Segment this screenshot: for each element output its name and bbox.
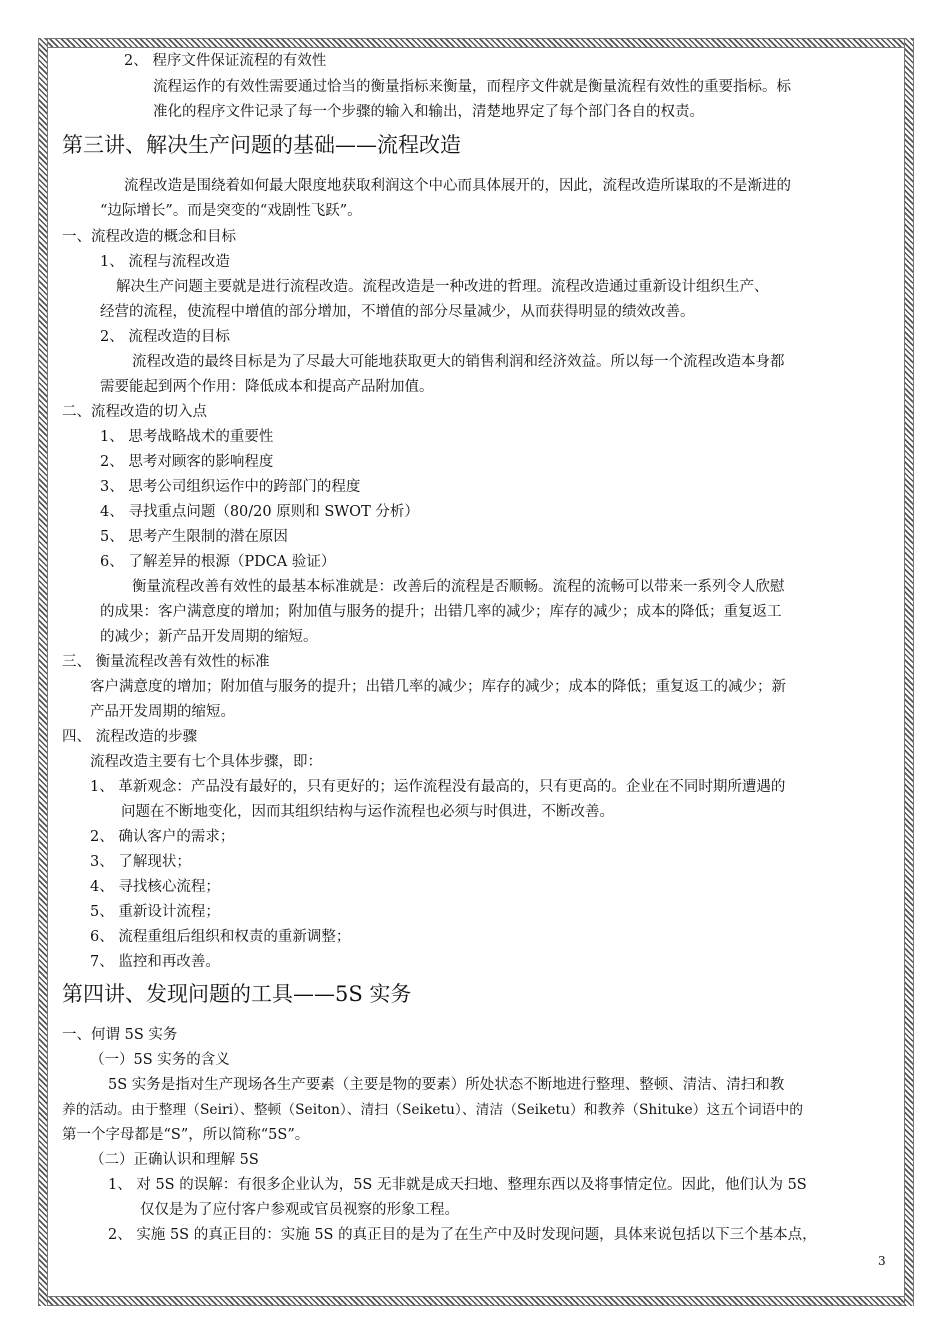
- paragraph-line: 衡量流程改善有效性的最基本标准就是：改善后的流程是否顺畅。流程的流畅可以带来一系列令人欣慰: [132, 579, 785, 595]
- paragraph-line: 流程运作的有效性需要通过恰当的衡量指标来衡量，而程序文件就是衡量流程有效性的重要指标。标: [153, 79, 791, 95]
- section-heading: 一、何谓 5S 实务: [62, 1027, 178, 1043]
- list-item: 2、 确认客户的需求；: [90, 829, 235, 845]
- paragraph-line: 第一个字母都是“S”，所以简称“5S”。: [62, 1127, 310, 1143]
- list-item: 6、 流程重组后组织和权责的重新调整；: [90, 929, 351, 945]
- paragraph-line: 准化的程序文件记录了每一个步骤的输入和输出，清楚地界定了每个部门各自的权责。: [153, 104, 704, 120]
- page-border-left: [38, 38, 48, 1306]
- subsection-heading: （一）5S 实务的含义: [90, 1052, 230, 1068]
- paragraph-line: 客户满意度的增加；附加值与服务的提升；出错几率的减少；库存的减少；成本的降低；重复返工的减少；新: [90, 679, 786, 695]
- paragraph-line: 的减少；新产品开发周期的缩短。: [100, 629, 318, 645]
- list-item: 4、 寻找核心流程；: [90, 879, 220, 895]
- subsection-heading: 2、 流程改造的目标: [100, 329, 230, 345]
- section-heading: 二、流程改造的切入点: [62, 404, 207, 420]
- list-item: 3、 了解现状；: [90, 854, 191, 870]
- list-item: 5、 思考产生限制的潜在原因: [100, 529, 288, 545]
- paragraph-line: “边际增长”。而是突变的“戏剧性飞跃”。: [100, 203, 362, 219]
- page-border-bottom: [40, 1296, 914, 1306]
- list-item: 1、 思考战略战术的重要性: [100, 429, 274, 445]
- page-border-top: [40, 38, 914, 48]
- list-item: 5、 重新设计流程；: [90, 904, 220, 920]
- paragraph-line: 流程改造主要有七个具体步骤，即：: [90, 754, 322, 770]
- section-heading: 三、 衡量流程改善有效性的标准: [62, 654, 270, 670]
- lecture-heading: 第三讲、解决生产问题的基础——流程改造: [62, 133, 461, 157]
- page-border-right: [904, 38, 914, 1306]
- paragraph-line: 解决生产问题主要就是进行流程改造。流程改造是一种改进的哲理。流程改造通过重新设计组织生产、: [116, 279, 769, 295]
- paragraph-line: 产品开发周期的缩短。: [90, 704, 235, 720]
- paragraph-line: 流程改造的最终目标是为了尽最大可能地获取更大的销售利润和经济效益。所以每一个流程改造本身都: [132, 354, 785, 370]
- list-item: 2、 思考对顾客的影响程度: [100, 454, 274, 470]
- section-heading: 一、流程改造的概念和目标: [62, 229, 236, 245]
- list-item: 7、 监控和再改善。: [90, 954, 220, 970]
- paragraph-line: 的成果：客户满意度的增加；附加值与服务的提升；出错几率的减少；库存的减少；成本的降低；重复返工: [100, 604, 782, 620]
- paragraph-line: 5S 实务是指对生产现场各生产要素（主要是物的要素）所处状态不断地进行整理、整顿、清洁、清扫和教: [108, 1077, 785, 1093]
- paragraph-line: 流程改造是围绕着如何最大限度地获取利润这个中心而具体展开的，因此，流程改造所谋取的不是渐进的: [124, 178, 791, 194]
- section-heading: 四、 流程改造的步骤: [62, 729, 198, 745]
- page-number: 3: [878, 1254, 886, 1268]
- list-item: 4、 寻找重点问题（80/20 原则和 SWOT 分析）: [100, 504, 419, 520]
- paragraph-line: 养的活动。由于整理（Seiri）、整顿（Seiton）、清扫（Seiketu）、清洁（Seiketu）和教养（Shituke）这五个词语中的: [62, 1102, 804, 1118]
- paragraph-line: 仅仅是为了应付客户参观或官员视察的形象工程。: [140, 1202, 459, 1218]
- list-item: 2、 实施 5S 的真正目的：实施 5S 的真正目的是为了在生产中及时发现问题，具体来说包括以下三个基本点，: [108, 1227, 817, 1243]
- subsection-heading: （二）正确认识和理解 5S: [90, 1152, 259, 1168]
- list-item: 3、 思考公司组织运作中的跨部门的程度: [100, 479, 361, 495]
- paragraph-line: 问题在不断地变化，因而其组织结构与运作流程也必须与时俱进，不断改善。: [121, 804, 614, 820]
- paragraph-line: 经营的流程，使流程中增值的部分增加，不增值的部分尽量减少，从而获得明显的绩效改善。: [100, 304, 695, 320]
- paragraph-line: 需要能起到两个作用：降低成本和提高产品附加值。: [100, 379, 434, 395]
- lecture-heading: 第四讲、发现问题的工具——5S 实务: [62, 982, 412, 1006]
- list-item: 1、 对 5S 的误解：有很多企业认为，5S 无非就是成天扫地、整理东西以及将事情定位。因此，他们认为 5S: [108, 1177, 807, 1193]
- subsection-heading: 1、 流程与流程改造: [100, 254, 230, 270]
- list-item: 1、 革新观念：产品没有最好的，只有更好的；运作流程没有最高的，只有更高的。企业在不同时期所遭遇的: [90, 779, 786, 795]
- list-item: 6、 了解差异的根源（PDCA 验证）: [100, 554, 336, 570]
- list-item: 2、 程序文件保证流程的有效性: [124, 53, 327, 69]
